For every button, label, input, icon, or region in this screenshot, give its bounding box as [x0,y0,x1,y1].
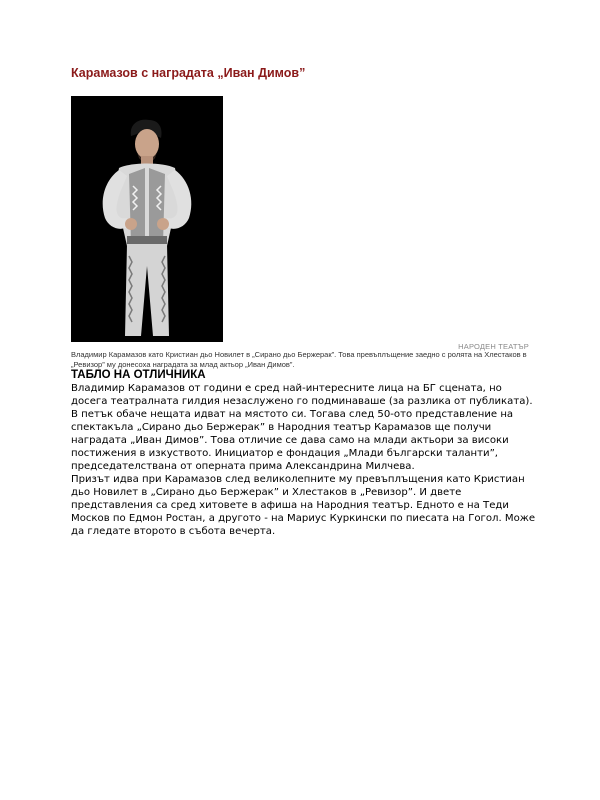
photo-credit: НАРОДЕН ТЕАТЪР [458,342,529,351]
body-paragraph: Владимир Карамазов от години е сред най-интересните лица на БГ сцената, но досега театралната гилдия незаслужено го подминаваше (за разлика от публиката). В петък обаче нещата идват на мястото си. Тогава след 50-ото представление на спектакъла „Сирано дьо Бержерак” в Народния театър Карамазов ще получи наградата „Иван Димов”. Това отличие се дава само на млади актьори за високи постижения в изкуството. Инициатор е фондация „Млади български таланти”, председателствана от оперната прима Александрина Милчева. [71,383,533,472]
photo-caption: Владимир Карамазов като Кристиан дьо Новилет в „Сирано дьо Бержерак”. Това превъплъщение заедно с ролята на Хлестаков в „Ревизор” му донесоха наградата за млад актьор „Иван Димов”. [71,350,527,369]
article-photo [71,96,223,342]
article-headline: Карамазов с наградата „Иван Димов” [71,66,306,80]
article-body [71,382,541,538]
body-paragraph: Призът идва при Карамазов след великолепните му превъплъщения като Кристиан дьо Новилет в „Сирано дьо Бержерак” и Хлестаков в „Ревизор”. И двете представления са сред хитовете в афиша на Народния театър. Едното е на Теди Москов по Едмон Ростан, а другото - на Мариус Куркински по пиесата на Гогол. Може да гледате второто в събота вечерта. [71,474,536,537]
article-subheading: ТАБЛО НА ОТЛИЧНИКА [71,369,206,381]
